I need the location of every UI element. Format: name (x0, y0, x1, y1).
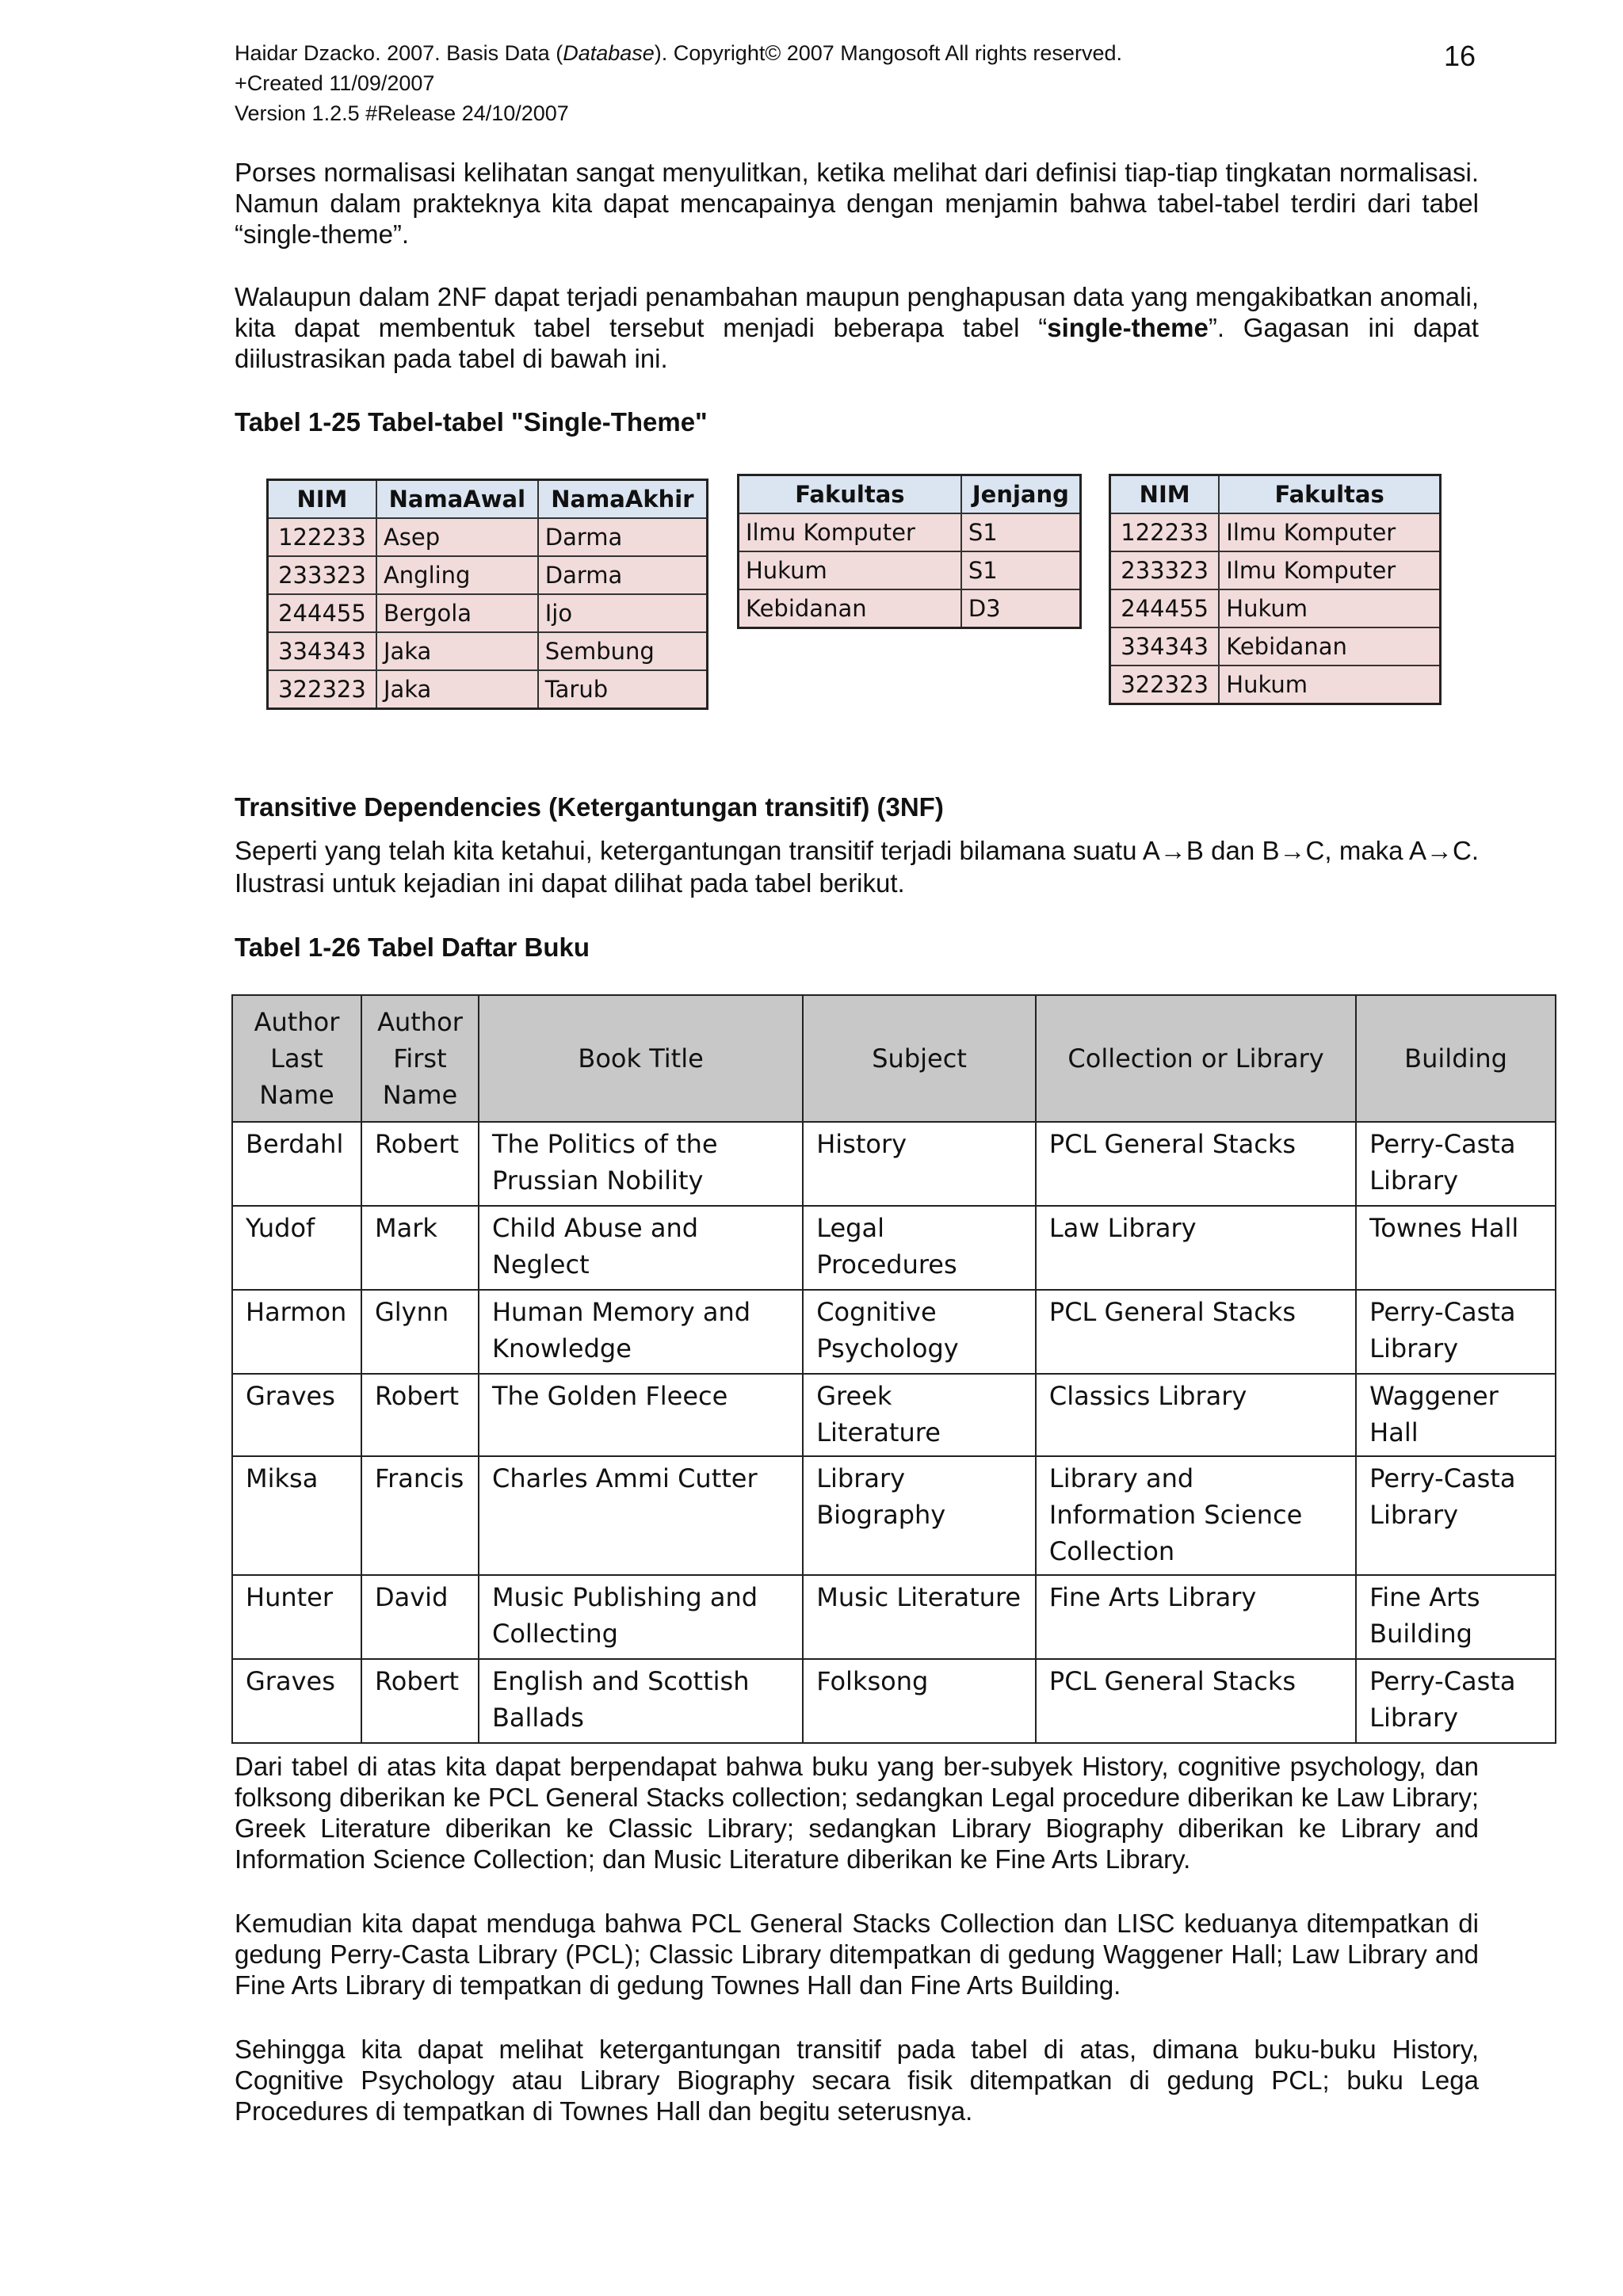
table-cell: PCL General Stacks (1036, 1659, 1356, 1743)
table-cell: Cognitive Psychology (803, 1290, 1036, 1374)
table-cell: Perry-Casta Library (1356, 1456, 1556, 1575)
column-header: Fakultas (1219, 475, 1440, 514)
table-cell: Harmon (232, 1290, 361, 1374)
table-cell: Asep (376, 518, 538, 556)
column-header: NamaAwal (376, 480, 538, 519)
table-cell: PCL General Stacks (1036, 1290, 1356, 1374)
table-header-row (739, 475, 1081, 514)
table-cell: Perry-Casta Library (1356, 1290, 1556, 1374)
table-cell: Folksong (803, 1659, 1036, 1743)
table-cell: PCL General Stacks (1036, 1122, 1356, 1206)
table-row (232, 1456, 1556, 1575)
table-cell: Library Biography (803, 1456, 1036, 1575)
table-row (268, 594, 708, 632)
table-cell: 244455 (1110, 589, 1220, 627)
header-version: Version 1.2.5 #Release 24/10/2007 (235, 101, 569, 125)
table-row (739, 513, 1081, 551)
header-citation: Haidar Dzacko. 2007. Basis Data (Database). Copyright© 2007 Mangosoft All rights reserved. (235, 41, 1122, 65)
column-header: Author First Name (361, 995, 479, 1122)
table-row (268, 632, 708, 670)
table-cell: Classics Library (1036, 1374, 1356, 1456)
table-cell: Fine Arts Building (1356, 1575, 1556, 1659)
table-cell: Francis (361, 1456, 479, 1575)
table-row (232, 1122, 1556, 1206)
table-cell: Fine Arts Library (1036, 1575, 1356, 1659)
section-heading-3nf: Transitive Dependencies (Ketergantungan transitif) (3NF) (235, 792, 944, 822)
table-row (268, 518, 708, 556)
table-header-row (1110, 475, 1441, 514)
table-row (1110, 589, 1441, 627)
column-header: NamaAkhir (538, 480, 708, 519)
table-row (268, 670, 708, 709)
table-cell: Ijo (538, 594, 708, 632)
table-cell: Hukum (1219, 589, 1440, 627)
table-cell: Darma (538, 556, 708, 594)
table-cell: Ilmu Komputer (1219, 513, 1440, 551)
table-cell: 233323 (268, 556, 376, 594)
column-header: Building (1356, 995, 1556, 1122)
table-cell: Robert (361, 1659, 479, 1743)
table-cell: Graves (232, 1374, 361, 1456)
table-cell: Jaka (376, 670, 538, 709)
column-header: Collection or Library (1036, 995, 1356, 1122)
table-cell: 334343 (268, 632, 376, 670)
table-cell: David (361, 1575, 479, 1659)
table-row (739, 551, 1081, 589)
header-created: +Created 11/09/2007 (235, 71, 435, 95)
column-header: Author Last Name (232, 995, 361, 1122)
table-cell: History (803, 1122, 1036, 1206)
column-header: Book Title (479, 995, 803, 1122)
table-caption-single-theme: Tabel 1-25 Tabel-tabel "Single-Theme" (235, 407, 708, 437)
table-cell: The Politics of the Prussian Nobility (479, 1122, 803, 1206)
column-header: Fakultas (739, 475, 961, 514)
table-cell: Miksa (232, 1456, 361, 1575)
table-cell: Perry-Casta Library (1356, 1122, 1556, 1206)
table-cell: Music Literature (803, 1575, 1036, 1659)
table-books (231, 994, 1556, 1744)
paragraph-transitive: Seperti yang telah kita ketahui, ketergantungan transitif terjadi bilamana suatu A→B dan B→C, maka A→C. Ilustrasi untuk kejadian ini dapat dilihat pada tabel berikut. (235, 836, 1479, 898)
table-header-row (268, 480, 708, 519)
table-cell: Robert (361, 1122, 479, 1206)
table-cell: Ilmu Komputer (1219, 551, 1440, 589)
table-cell: Kebidanan (1219, 627, 1440, 666)
table-cell: Law Library (1036, 1206, 1356, 1290)
running-header (235, 38, 1122, 128)
table-cell: Sembung (538, 632, 708, 670)
table-cell: Hunter (232, 1575, 361, 1659)
table-cell: Darma (538, 518, 708, 556)
table-row (1110, 551, 1441, 589)
table-cell: Yudof (232, 1206, 361, 1290)
paragraph-analysis: Dari tabel di atas kita dapat berpendapat bahwa buku yang ber-subyek History, cognitive psychology, dan folksong diberikan ke PCL General Stacks collection; sedangkan Legal procedure diberikan ke Law Library; Greek Literature diberikan ke Classic Library; sedangkan Library Biography diberikan ke Library and Information Science Collection; dan Music Literature diberikan ke Fine Arts Library. (235, 1752, 1479, 1874)
table-cell: Berdahl (232, 1122, 361, 1206)
table-row (1110, 513, 1441, 551)
table-cell: Graves (232, 1659, 361, 1743)
table-row (232, 1659, 1556, 1743)
table-cell: Mark (361, 1206, 479, 1290)
table-cell: The Golden Fleece (479, 1374, 803, 1456)
column-header: NIM (268, 480, 376, 519)
table-cell: S1 (961, 551, 1081, 589)
table-row (1110, 666, 1441, 704)
table-caption-book-list: Tabel 1-26 Tabel Daftar Buku (235, 933, 590, 962)
table-cell: 233323 (1110, 551, 1220, 589)
column-header: Jenjang (961, 475, 1081, 514)
table-cell: Charles Ammi Cutter (479, 1456, 803, 1575)
table-cell: Robert (361, 1374, 479, 1456)
table-cell: D3 (961, 589, 1081, 628)
table-cell: Music Publishing and Collecting (479, 1575, 803, 1659)
table-row (739, 589, 1081, 628)
table-cell: Tarub (538, 670, 708, 709)
table-cell: 334343 (1110, 627, 1220, 666)
table-cell: Townes Hall (1356, 1206, 1556, 1290)
table-row (232, 1575, 1556, 1659)
table-row (232, 1290, 1556, 1374)
table-cell: 244455 (268, 594, 376, 632)
table-cell: Glynn (361, 1290, 479, 1374)
table-cell: Child Abuse and Neglect (479, 1206, 803, 1290)
table-cell: Kebidanan (739, 589, 961, 628)
table-cell: English and Scottish Ballads (479, 1659, 803, 1743)
table-cell: Bergola (376, 594, 538, 632)
table-cell: Angling (376, 556, 538, 594)
table-cell: Hukum (1219, 666, 1440, 704)
table-nim-faculty (1109, 474, 1442, 705)
table-cell: Perry-Casta Library (1356, 1659, 1556, 1743)
table-cell: Ilmu Komputer (739, 513, 961, 551)
paragraph-2nf: Walaupun dalam 2NF dapat terjadi penambahan maupun penghapusan data yang mengakibatkan anomali, kita dapat membentuk tabel tersebut menjadi beberapa tabel “single-theme”. Gagasan ini dapat diilustrasikan pada tabel di bawah ini. (235, 282, 1479, 373)
table-row (232, 1206, 1556, 1290)
table-students (266, 479, 708, 710)
table-cell: Legal Procedures (803, 1206, 1036, 1290)
table-cell: 122233 (1110, 513, 1220, 551)
page-number: 16 (1444, 40, 1476, 72)
table-cell: Waggener Hall (1356, 1374, 1556, 1456)
table-cell: Human Memory and Knowledge (479, 1290, 803, 1374)
table-cell: Library and Information Science Collection (1036, 1456, 1356, 1575)
table-row (1110, 627, 1441, 666)
table-cell: 122233 (268, 518, 376, 556)
paragraph-buildings: Kemudian kita dapat menduga bahwa PCL General Stacks Collection dan LISC keduanya ditempatkan di gedung Perry-Casta Library (PCL); Classic Library ditempatkan di gedung Waggener Hall; Law Library and Fine Arts Library di tempatkan di gedung Townes Hall dan Fine Arts Building. (235, 1909, 1479, 2000)
table-faculty (737, 474, 1082, 629)
table-cell: Jaka (376, 632, 538, 670)
column-header: Subject (803, 995, 1036, 1122)
paragraph-conclusion: Sehingga kita dapat melihat ketergantungan transitif pada tabel di atas, dimana buku-buku History, Cognitive Psychology atau Library Biography secara fisik ditempatkan di gedung PCL; buku Lega Procedures di tempatkan di Townes Hall dan begitu seterusnya. (235, 2035, 1479, 2126)
table-cell: 322323 (1110, 666, 1220, 704)
table-cell: S1 (961, 513, 1081, 551)
table-row (268, 556, 708, 594)
paragraph-normalization: Porses normalisasi kelihatan sangat menyulitkan, ketika melihat dari definisi tiap-tiap tingkatan normalisasi. Namun dalam prakteknya kita dapat mencapainya dengan menjamin bahwa tabel-tabel terdiri dari tabel “single-theme”. (235, 158, 1479, 249)
column-header: NIM (1110, 475, 1220, 514)
table-cell: 322323 (268, 670, 376, 709)
table-header-row (232, 995, 1556, 1122)
table-cell: Greek Literature (803, 1374, 1036, 1456)
table-row (232, 1374, 1556, 1456)
table-cell: Hukum (739, 551, 961, 589)
